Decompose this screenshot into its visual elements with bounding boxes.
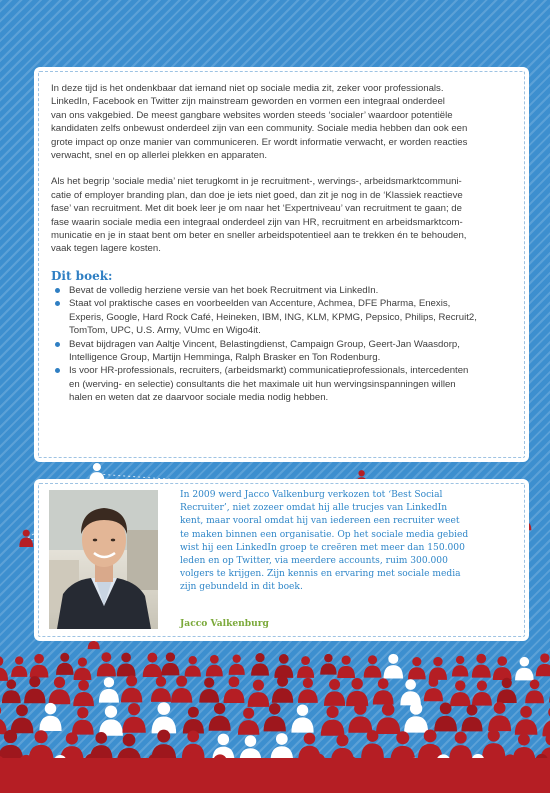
person-icon bbox=[337, 656, 355, 678]
person-icon bbox=[39, 703, 61, 731]
person-icon bbox=[400, 679, 421, 705]
person-icon bbox=[24, 676, 45, 703]
person-icon bbox=[450, 680, 470, 706]
person-icon bbox=[122, 703, 145, 733]
person-icon bbox=[482, 730, 505, 760]
book-feature-text: Bevat de volledig herziene versie van het boek Recruitment via LinkedIn. bbox=[69, 284, 379, 296]
person-icon bbox=[11, 704, 34, 733]
person-icon bbox=[452, 656, 468, 677]
person-icon bbox=[74, 657, 92, 680]
person-icon bbox=[229, 655, 245, 675]
person-icon bbox=[152, 702, 177, 733]
person-icon bbox=[223, 676, 244, 703]
person-icon bbox=[238, 708, 259, 735]
person-icon bbox=[461, 705, 482, 732]
person-icon bbox=[404, 702, 428, 732]
person-icon bbox=[0, 704, 7, 734]
bullet-icon bbox=[55, 342, 60, 347]
person-icon bbox=[143, 653, 162, 677]
author-portrait-icon bbox=[49, 490, 158, 629]
person-icon bbox=[151, 676, 171, 701]
person-icon bbox=[121, 675, 142, 702]
book-feature-text: Staat vol praktische cases en voorbeelden van Accenture, Achmea, DFE Pharma, Enexis, Experis, Google, Hard Rock Café, Heineken, IBM, ING, KLM, KPMG, Pepsico, Philips, Recruit2, TomTom, UPC, U.S. Army, VUmc en Wigo4it. bbox=[69, 298, 477, 337]
person-icon bbox=[320, 654, 336, 675]
bullet-icon bbox=[55, 368, 60, 373]
person-icon bbox=[209, 703, 231, 731]
person-icon bbox=[248, 680, 270, 707]
book-feature-item bbox=[51, 297, 513, 337]
person-icon bbox=[515, 657, 534, 681]
person-icon bbox=[199, 677, 219, 702]
person-icon bbox=[493, 656, 512, 680]
person-icon bbox=[0, 656, 8, 681]
person-icon bbox=[2, 679, 21, 703]
person-icon bbox=[361, 730, 384, 759]
author-name: Jacco Valkenburg bbox=[180, 618, 269, 629]
person-icon bbox=[274, 654, 293, 678]
person-icon bbox=[449, 732, 472, 761]
person-icon bbox=[291, 704, 313, 732]
bullet-icon bbox=[55, 301, 60, 306]
book-feature-text: Bevat bijdragen van Aaltje Vincent, Belastingdienst, Campaign Group, Geert-Jan Waasdorp, Intelligence Group, Martijn Hemminga, Ralph Brasker en Ton Rodenburg. bbox=[69, 338, 460, 363]
person-icon bbox=[161, 652, 179, 675]
author-bio-text: In 2009 werd Jacco Valkenburg verkozen tot ‘Best Social Recruiter’, niet zozeer omdat hij alle trucjes van LinkedIn kent, maar vooral omdat hij van iedereen een recruiter weet te maken binnen een organisatie. Op het sociale media gebied wist hij een LinkedIn groep te creëren met meer dan 150.000 leden en op Twitter, via meerdere accounts, ruim 300.000 volgers te krijgen. Zijn kennis en ervaring met sociale media zijn gebundeld in dit boek. bbox=[180, 490, 469, 593]
person-icon bbox=[264, 703, 286, 731]
person-icon bbox=[89, 463, 105, 483]
person-icon bbox=[298, 678, 318, 703]
bullet-icon bbox=[55, 288, 60, 293]
book-feature-item bbox=[51, 338, 513, 365]
person-icon bbox=[183, 707, 204, 734]
person-icon bbox=[117, 653, 136, 677]
person-icon bbox=[515, 706, 538, 735]
intro-paragraph-1: In deze tijd is het ondenkbaar dat iemand niet op sociale media zit, zeker voor professionals. LinkedIn, Facebook en Twitter zijn mainstream geworden en vormen een integraal onderdeel van ons vakgebied. De meest gangbare websites worden steeds ‘socialer’ waardoor potentiële kandidaten zelfs onbewust onderdeel zijn van een community. Sociale media hebben dan ook een grote impact op onze manier van communiceren. Er wordt informatie verwacht, er worden reacties verwacht, snel en op allerlei plekken en apparaten. bbox=[51, 83, 468, 162]
person-icon bbox=[408, 657, 426, 679]
person-icon bbox=[30, 654, 49, 678]
book-section-heading: Dit boek: bbox=[51, 268, 113, 283]
person-icon bbox=[488, 702, 511, 731]
person-icon bbox=[373, 678, 394, 704]
person-icon bbox=[346, 678, 368, 706]
person-icon bbox=[171, 676, 192, 703]
person-icon bbox=[324, 679, 345, 706]
book-features-list bbox=[51, 284, 513, 405]
book-feature-text: Is voor HR-professionals, recruiters, (arbeidsmarkt) communicatieprofessionals, intercedenten en (werving- en selectie) consultants die het maximale uit hun wervingsinspanningen willen halen en weten dat ze daarvoor sociale media nodig hebben. bbox=[69, 365, 469, 404]
person-icon bbox=[272, 676, 293, 703]
person-icon bbox=[206, 655, 223, 676]
person-icon bbox=[11, 656, 27, 677]
intro-paragraph-2: Als het begrip ‘sociale media’ niet terugkomt in je recruitment-, wervings-, arbeidsmarktcommuni- catie of employer branding plan, dan doe je iets niet goed, dan zit je nog in de ‘Klassiek reactieve fase’ van recruitment. Met dit boek leer je om naar het ‘Expertniveau’ van recruitment te gaan; de fase waarin sociale media een integraal onderdeel zijn van HR, recruitment en arbeidsmarktcom- municatie en je in staat bent om beter en sneller arbeidspotentieel aan te trekken én te behouden, vaak tegen lagere kosten. bbox=[51, 176, 467, 255]
person-icon bbox=[497, 678, 517, 703]
person-icon bbox=[542, 706, 550, 736]
person-icon bbox=[472, 680, 492, 705]
person-icon bbox=[434, 703, 457, 732]
person-icon bbox=[56, 653, 73, 675]
person-icon bbox=[99, 705, 123, 735]
person-icon bbox=[73, 680, 94, 706]
person-icon bbox=[185, 656, 201, 677]
person-icon bbox=[297, 656, 314, 678]
person-icon bbox=[19, 530, 33, 547]
person-icon bbox=[72, 707, 94, 734]
person-icon bbox=[429, 657, 447, 680]
book-feature-item bbox=[51, 284, 513, 297]
person-icon bbox=[49, 677, 71, 704]
author-bio-panel bbox=[38, 483, 525, 637]
bottom-color-bar bbox=[0, 758, 550, 793]
book-description-panel bbox=[38, 71, 525, 458]
person-icon bbox=[384, 654, 403, 679]
person-icon bbox=[472, 654, 491, 678]
person-icon bbox=[424, 677, 443, 701]
person-icon bbox=[536, 653, 550, 676]
person-icon bbox=[251, 653, 269, 676]
person-icon bbox=[97, 652, 116, 676]
person-icon bbox=[525, 680, 544, 704]
person-icon bbox=[376, 703, 400, 734]
book-feature-item bbox=[51, 364, 513, 404]
person-icon bbox=[321, 706, 345, 736]
author-photo bbox=[49, 490, 158, 629]
person-icon bbox=[348, 702, 372, 732]
person-icon bbox=[364, 655, 382, 677]
person-icon bbox=[99, 677, 119, 702]
